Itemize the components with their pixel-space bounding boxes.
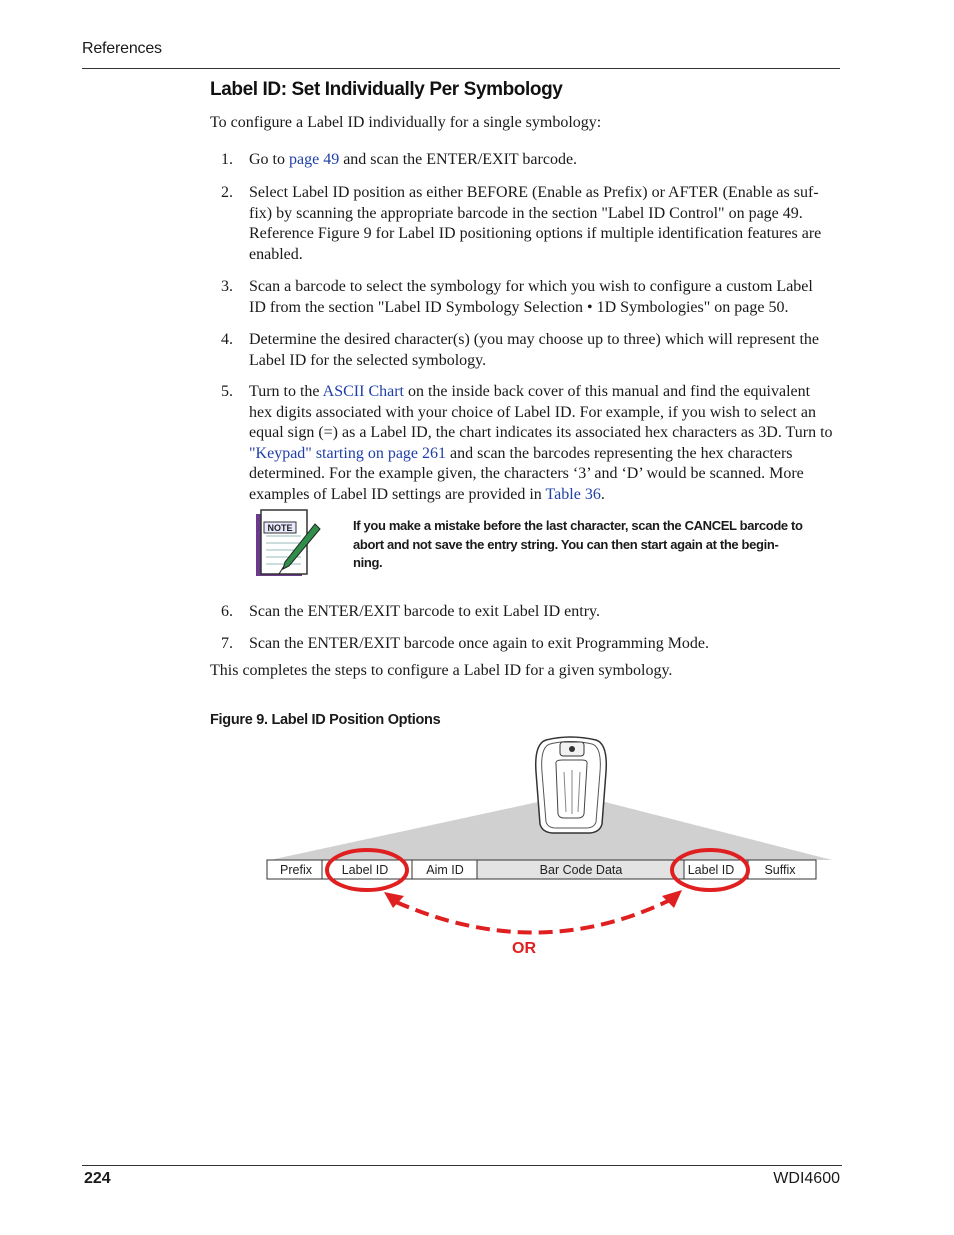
- closing-text: This completes the steps to configure a Label ID for a given symbology.: [210, 662, 673, 679]
- step-number: 6.: [221, 603, 233, 620]
- note-text: If you make a mistake before the last character, scan the CANCEL barcode to abort and not save the entry string. You can then start again at the begin- ning.: [353, 518, 803, 570]
- field-label: Suffix: [764, 863, 796, 877]
- step-text: Determine the desired character(s) (you may choose up to three) which will represent the Label ID for the selected symbology.: [249, 331, 819, 369]
- step-number: 5.: [221, 383, 233, 400]
- step-text: Turn to the ASCII Chart on the inside back cover of this manual and find the equivalent hex digits associated with your choice of Label ID. For example, if you wish to select an equal sign (=) as a Label ID, the chart indicates its associated hex characters as 3D. Turn to "Keypad" starting on page 261 and scan the barcodes representing the hex characters determined. For the example given, the characters ‘3’ and ‘D’ would be scanned. More examples of Label ID settings are provided in Table 36.: [249, 383, 833, 503]
- header-rule: [82, 68, 840, 69]
- intro-text: To configure a Label ID individually for a single symbology:: [210, 114, 602, 131]
- note-icon-label: NOTE: [267, 523, 293, 533]
- keypad-link[interactable]: "Keypad" starting on page 261: [249, 444, 447, 462]
- step-text: Go to page 49 and scan the ENTER/EXIT barcode.: [249, 151, 578, 168]
- table-link[interactable]: Table 36: [545, 485, 601, 503]
- step-text: Scan a barcode to select the symbology for which you wish to configure a custom Label ID from the section "Label ID Symbology Selection • 1D Symbologies" on page 50.: [249, 278, 813, 316]
- or-label: OR: [512, 940, 536, 957]
- note-icon: [253, 508, 323, 580]
- section-title: Label ID: Set Individually Per Symbology: [210, 79, 563, 100]
- step-number: 4.: [221, 331, 233, 348]
- step-number: 7.: [221, 635, 233, 652]
- page-link[interactable]: page 49: [289, 151, 340, 168]
- step-number: 3.: [221, 278, 233, 295]
- field-label: Label ID: [341, 863, 389, 877]
- figure-caption: Figure 9. Label ID Position Options: [210, 712, 441, 728]
- step-number: 1.: [221, 151, 233, 168]
- step-number: 2.: [221, 184, 233, 201]
- field-label: Bar Code Data: [539, 863, 623, 877]
- dashed-arrow: [396, 900, 670, 933]
- field-label: Prefix: [280, 863, 312, 877]
- field-label: Label ID: [687, 863, 735, 877]
- step-text: Scan the ENTER/EXIT barcode to exit Label ID entry.: [249, 603, 600, 620]
- running-header: References: [82, 40, 162, 57]
- footer-rule: [82, 1165, 842, 1166]
- page-number: 224: [84, 1170, 111, 1187]
- step-text: Select Label ID position as either BEFORE (Enable as Prefix) or AFTER (Enable as suf- fix) by scanning the appropriate barcode in the section "Label ID Control" on page 49. Reference Figure 9 for Label ID positioning options if multiple identification features are enabled.: [249, 184, 822, 263]
- ascii-chart-link[interactable]: ASCII Chart: [322, 383, 404, 400]
- data-bar: [267, 860, 816, 879]
- scanner-device-icon: [536, 737, 607, 833]
- field-label: Aim ID: [426, 863, 464, 877]
- label-id-position-figure: [250, 732, 840, 972]
- model-name: WDI4600: [773, 1170, 840, 1187]
- step-text: Scan the ENTER/EXIT barcode once again to exit Programming Mode.: [249, 635, 710, 652]
- arrowhead-right-icon: [662, 890, 682, 908]
